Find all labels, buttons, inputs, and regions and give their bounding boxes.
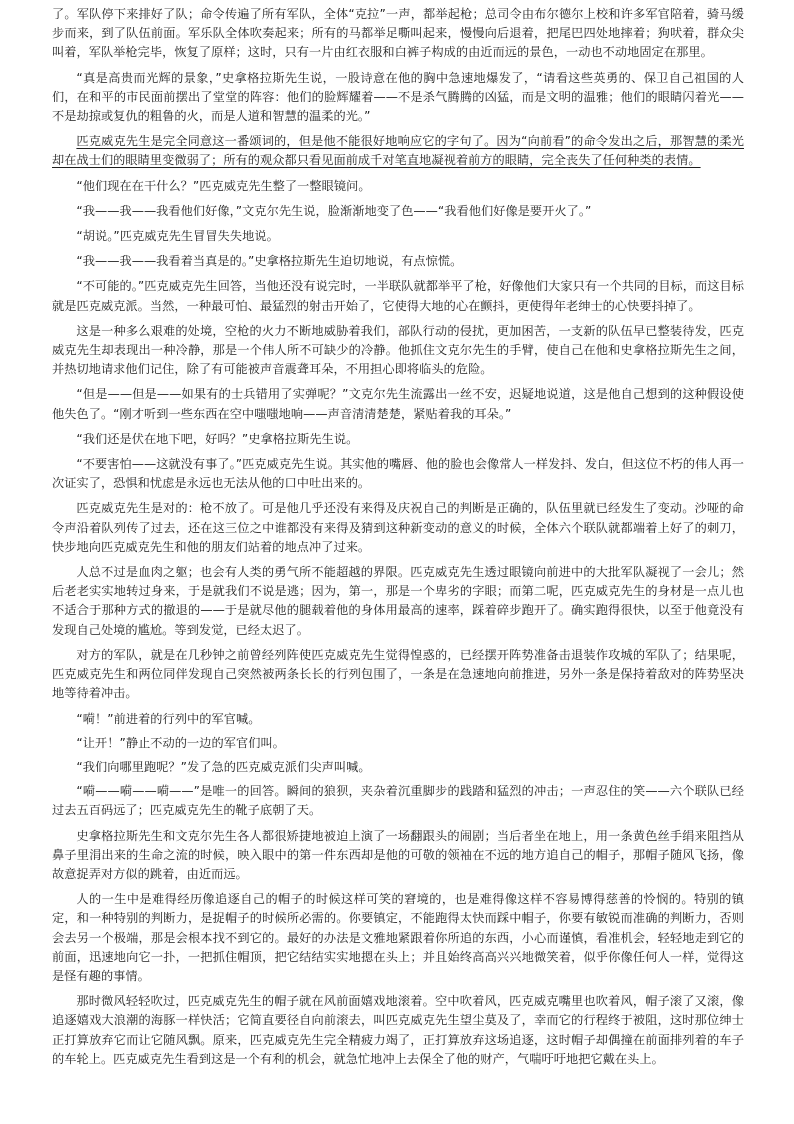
paragraph-dialogue: “让开！”静止不动的一边的军官们叫。 [76, 735, 285, 750]
paragraph-dialogue: “我——我——我看着当真是的。”史拿格拉斯先生迫切地说，有点惊慌。 [76, 254, 463, 269]
paragraph-hat-flies: 史拿格拉斯先生和文克尔先生各人都很矫捷地被迫上演了一场翻跟头的闹剧；当后者坐在地上，用一条黄色丝手绢来阻挡从鼻子里涓出来的生命之流的时候，映入眼中的第一件东西却是他的可敬的领袖在不远的地方追自己的帽子，那帽子随风飞扬，像故意捉弄对方似的跳着，由近而远。 [52, 828, 744, 881]
paragraph-firing-begins: “不可能的。”匹克威克先生回答，当他还没有说完时，一半联队就都举平了枪，好像他们大家只有一个共同的目标，而这目标就是匹克威克派。当然，一种最可怕、最猛烈的射击开始了，它使得大地的心在颤抖，更使得年老绅士的心快要抖掉了。 [52, 279, 744, 313]
paragraph-dialogue: “我们向哪里跑呢？”发了急的匹克威克派们尖声叫喊。 [76, 759, 371, 774]
document-body [52, 5, 744, 1069]
paragraph-retreat: 人总不过是血肉之躯；也会有人类的勇气所不能超越的界限。匹克威克先生透过眼镜向前进中的大批军队凝视了一会儿；然后老老实实地转过身来，于是就我们不说是逃；因为，第一，那是一个卑劣的字眼；而第二呢，匹克威克先生的身材是一点儿也不适合于那种方式的撤退的——于是就尽他的腿载着他的身体用最高的速率，踩着碎步跑开了。确实跑得很快，以至于他竟没有发现自己处境的尴尬。等到发觉，已经太迟了。 [52, 565, 744, 637]
paragraph-opening-continuation: 了。军队停下来排好了队；命令传遍了所有军队，全体“克拉”一声，都举起枪；总司令由布尔德尔上校和许多军官陪着，骑马缓步而来，到了队伍前面。军乐队全体吹奏起来；所有的马都举足嘶叫起来，慢慢向后退着，把尾巴四处地摔着；狗吠着，群众尖叫着，军队举枪完毕，恢复了原样；这时，只有一片由红衣服和白裤子构成的由近而远的景色，一动也不动地固定在那里。 [52, 7, 744, 60]
paragraph-no-fear: “不要害怕——这就没有事了。”匹克威克先生说。其实他的嘴唇、他的脸也会像常人一样发抖、发白，但这位不朽的伟人再一次证实了，恐惧和忧虑是永远也无法从他的口中吐出来的。 [52, 457, 744, 491]
paragraph-eyes-front: 匹克威克先生是完全同意这一番颂词的，但是他不能很好地响应它的字句了。因为“向前看”的命令发出之后，那智慧的柔光却在战士们的眼睛里变微弱了；所有的观众都只看见面前成千对笔直地凝视着前方的眼睛，完全丧失了任何种类的表情。 [52, 134, 744, 168]
paragraph-regiments-pass: “嗬——嗬——嗬——”是唯一的回答。瞬间的狼狈，夹杂着沉重脚步的践踏和猛烈的冲击；一声忍住的笑——六个联队已经过去五百码远了；匹克威克先生的靴子底朝了天。 [52, 784, 744, 818]
paragraph-dialogue: “他们现在在干什么？”匹克威克先生整了一整眼镜问。 [76, 178, 371, 193]
paragraph-hat-recovered: 那时微风轻轻吹过，匹克威克先生的帽子就在风前面嬉戏地滚着。空中吹着风，匹克威克嘴里也吹着风，帽子滚了又滚，像追逐嬉戏大浪潮的海豚一样快活；它简直要径自向前滚去，叫匹克威克先生望尘莫及了，幸而它的行程终于被阻，这时那位绅士正打算放弃它而让它随风飘。原来，匹克威克先生完全精疲力竭了，正打算放弃这场追逐，这时帽子却偶撞在前面排列着的车子的车轮上。匹克威克先生看到这是一个有利的机会，就急忙地冲上去保全了他的财产，气喘吁吁地把它戴在头上。 [52, 994, 744, 1066]
paragraph-dialogue: “我们还是伏在地下吧，好吗？”史拿格拉斯先生说。 [76, 431, 359, 446]
paragraph-surrounded: 对方的军队，就是在几秒钟之前曾经列阵使匹克威克先生觉得惶惑的，已经摆开阵势准备击退装作攻城的军队了；结果呢，匹克威克先生和两位同伴发现自己突然被两条长长的行列包围了，一条是在急速地向前推进，另外一条是保持着敌对的阵势坚决地等待着冲击。 [52, 647, 744, 701]
paragraph-calm-leader: 这是一种多么艰难的处境，空枪的火力不断地威胁着我们，部队行动的侵扰，更加困苦，一支新的队伍早已整装待发，匹克威克先生却表现出一种冷静，那是一个伟人所不可缺少的冷静。他抓住文克尔先生的手臂，使自己在他和史拿格拉斯先生之间，并热切地请求他们记住，除了有可能被声音震聋耳朵，不用担心即将临头的危险。 [52, 323, 744, 377]
paragraph-dialogue: “我——我——我看他们好像，”文克尔先生说，脸渐渐地变了色——“我看他们好像是要开火了。” [76, 203, 592, 218]
paragraph-dialogue: “嗬！”前进着的行列中的军官喊。 [76, 711, 261, 726]
paragraph-hat-chasing-wisdom: 人的一生中是难得经历像追逐自己的帽子的时候这样可笑的窘境的，也是难得像这样不容易博得慈善的怜悯的。特别的镇定，和一种特别的判断力，是捉帽子的时候所必需的。你要镇定，不能跑得太快而踩中帽子，你要有敏锐而准确的判断力，否则会去另一个极端，那是会根本找不到它的。最好的办法是文雅地紧跟着你所追的东西，小心而谨慎，看准机会，轻轻地走到它的前面，迅速地向它一扑，一把抓住帽顶，把它结结实实地摁在头上；并且始终高高兴兴地微笑着，似乎你像任何人一样，觉得这是怪有趣的事情。 [52, 892, 744, 983]
paragraph-bayonet-charge: 匹克威克先生是对的：枪不放了。可是他几乎还没有来得及庆祝自己的判断是正确的，队伍里就已经发生了变动。沙哑的命令声沿着队列传了过去，还在这三位之中谁都没有来得及猜到这种新变动的意义的时候，全体六个联队就都端着上好了的刺刀，快步地向匹克威克先生和他的朋友们站着的地点冲了过来。 [52, 501, 744, 554]
paragraph-dialogue: “胡说。”匹克威克先生冒冒失失地说。 [76, 229, 279, 244]
paragraph-snodgrass-praise: “真是高贵而光辉的景象，”史拿格拉斯先生说，一股诗意在他的胸中急速地爆发了，“请看这些英勇的、保卫自己祖国的人们，在和平的市民面前摆出了堂堂的阵容：他们的脸辉耀着——不是杀气腾腾的凶猛，而是文明的温雅；他们的眼睛闪着光——不是劫掠或复仇的粗鲁的火，而是人道和智慧的温柔的光。” [52, 70, 744, 124]
paragraph-live-ammunition: “但是——但是——如果有的士兵错用了实弹呢？”文克尔先生流露出一丝不安，迟疑地说道，这是他自己想到的这种假设使他失色了。“刚才听到一些东西在空中嗤嗤地响——声音清清楚楚，紧贴着我的耳朵。” [52, 387, 744, 421]
